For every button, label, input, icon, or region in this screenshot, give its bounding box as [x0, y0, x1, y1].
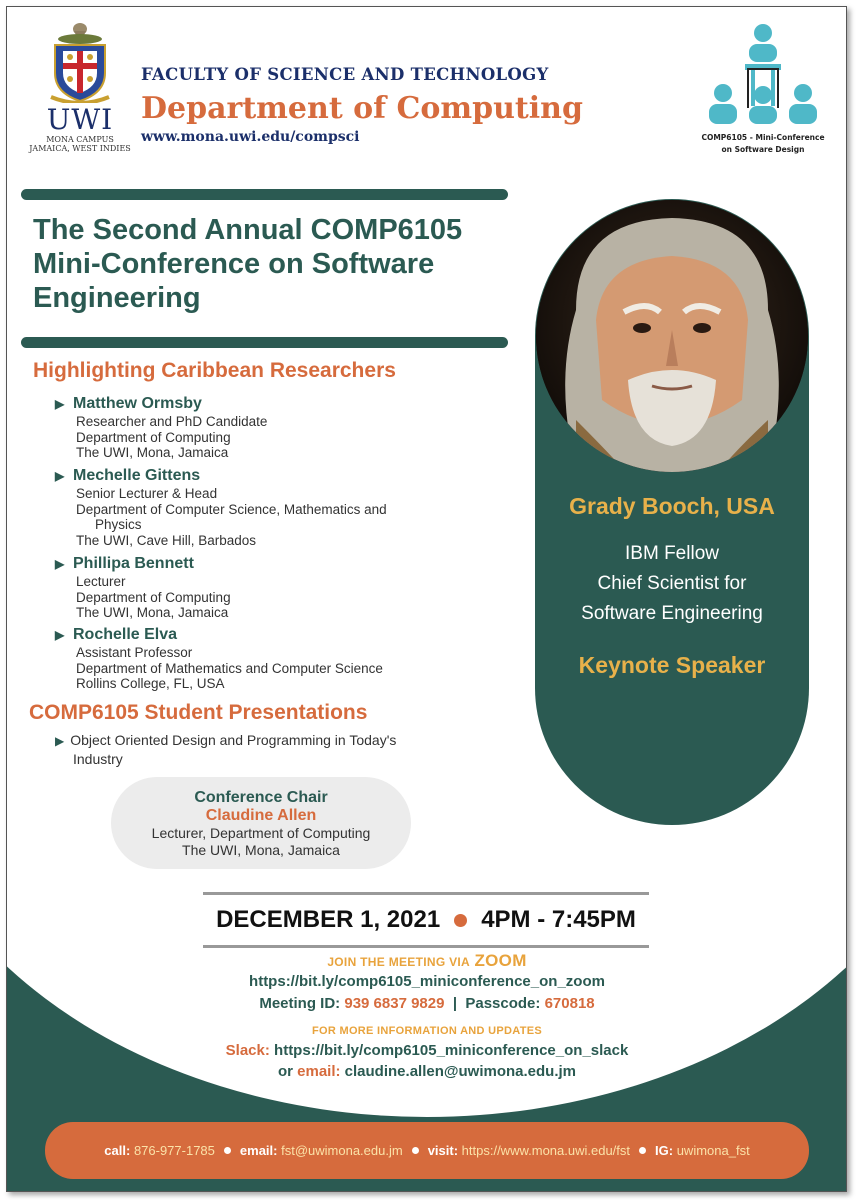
uwi-campus: MONA CAMPUS	[46, 135, 114, 144]
separator-dot-icon	[412, 1147, 419, 1154]
contact-footer	[45, 1122, 809, 1179]
speaker-name: Rochelle Elva	[73, 626, 178, 643]
slack-link[interactable]: https://bit.ly/comp6105_miniconference_on_slack	[274, 1042, 629, 1059]
contact-email[interactable]: claudine.allen@uwimona.edu.jm	[344, 1063, 577, 1080]
bullet-triangle-icon: ▶	[55, 734, 65, 748]
crest-icon	[49, 19, 111, 103]
speaker-detail: Department of Computing	[76, 429, 231, 445]
chair-name: Claudine Allen	[205, 807, 317, 824]
bullet-triangle-icon: ▶	[55, 557, 65, 571]
credentials-divider: |	[452, 995, 458, 1012]
keynote-role-line: IBM Fellow	[625, 543, 719, 564]
event-date: DECEMBER 1, 2021	[216, 906, 441, 933]
title-line: Engineering	[33, 282, 201, 314]
keynote-role-line: Chief Scientist for	[597, 573, 747, 594]
email-line	[107, 1063, 747, 1080]
speaker-item	[55, 625, 475, 692]
uwi-location: JAMAICA, WEST INDIES	[29, 144, 131, 153]
conference-chair-card	[111, 777, 411, 869]
speaker-detail: The UWI, Mona, Jamaica	[76, 445, 229, 460]
slack-label: Slack:	[225, 1042, 270, 1059]
uwi-wordmark: UWI	[46, 103, 114, 136]
speaker-detail: Senior Lecturer & Head	[76, 486, 218, 501]
meeting-credentials	[107, 995, 747, 1012]
bullet-triangle-icon: ▶	[55, 628, 65, 642]
more-info-heading: FOR MORE INFORMATION AND UPDATES	[312, 1025, 542, 1037]
faculty-name: FACULTY OF SCIENCE AND TECHNOLOGY	[141, 65, 549, 84]
footer-website[interactable]: https://www.mona.uwi.edu/fst	[461, 1143, 631, 1158]
join-label: JOIN THE MEETING VIA	[327, 955, 471, 969]
title-line: The Second Annual COMP6105	[33, 214, 463, 246]
speaker-detail: Researcher and PhD Candidate	[76, 414, 268, 429]
separator-dot-icon	[454, 914, 467, 927]
separator-dot-icon	[224, 1147, 231, 1154]
slack-line	[107, 1042, 747, 1059]
presentation-title: Object Oriented Design and Programming in Today's	[70, 732, 397, 748]
email-label: email:	[297, 1063, 341, 1080]
speaker-item	[55, 394, 475, 461]
speaker-detail: Department of Computing	[76, 589, 231, 605]
speaker-detail: Physics	[95, 517, 142, 532]
event-datetime	[203, 892, 649, 948]
speaker-name: Phillipa Bennett	[73, 555, 194, 572]
footer-phone[interactable]: 876-977-1785	[133, 1143, 215, 1158]
title-rule-top	[21, 189, 508, 200]
speaker-name: Mechelle Gittens	[73, 467, 201, 484]
speaker-detail: Rollins College, FL, USA	[76, 676, 225, 691]
keynote-role	[535, 539, 809, 629]
email-or: or	[277, 1063, 293, 1080]
join-heading	[107, 951, 747, 971]
chair-label: Conference Chair	[194, 789, 328, 806]
join-platform: ZOOM	[474, 951, 527, 970]
separator-dot-icon	[639, 1147, 646, 1154]
uwi-logo	[25, 19, 135, 153]
conference-logo-caption-2: on Software Design	[721, 145, 805, 154]
keynote-label: Keynote Speaker	[578, 652, 766, 678]
speaker-name: Matthew Ormsby	[73, 395, 202, 412]
footer-visit-label: visit:	[427, 1143, 459, 1158]
bullet-triangle-icon: ▶	[55, 469, 65, 483]
flyer	[6, 6, 847, 1192]
speaker-detail: Lecturer	[76, 574, 126, 589]
speaker-item	[55, 554, 475, 621]
speaker-detail: Department of Computer Science, Mathematics and	[76, 501, 387, 517]
passcode: 670818	[544, 995, 595, 1012]
event-time: 4PM - 7:45PM	[481, 906, 636, 933]
conference-logo	[693, 21, 833, 155]
keynote-role-line: Software Engineering	[581, 603, 763, 624]
speaker-detail: The UWI, Mona, Jamaica	[76, 605, 229, 620]
footer-email-label: email:	[239, 1143, 278, 1158]
researchers-heading: Highlighting Caribbean Researchers	[33, 359, 396, 382]
conference-logo-caption-1: COMP6105 - Mini-Conference	[701, 133, 825, 142]
chair-affiliation: The UWI, Mona, Jamaica	[182, 842, 340, 858]
speaker-detail: The UWI, Cave Hill, Barbados	[76, 532, 257, 548]
audience-podium-icon	[703, 21, 823, 127]
title-line: Mini-Conference on Software	[33, 248, 435, 280]
title-rule-bottom	[21, 337, 508, 348]
chair-title: Lecturer, Department of Computing	[151, 825, 371, 841]
footer-email[interactable]: fst@uwimona.edu.jm	[281, 1143, 403, 1158]
footer-ig-label: IG:	[655, 1143, 674, 1158]
meeting-id: 939 6837 9829	[344, 995, 445, 1012]
presentation-title-cont: Industry	[73, 751, 123, 767]
department-name: Department of Computing	[141, 91, 583, 126]
bullet-triangle-icon: ▶	[55, 397, 65, 411]
keynote-name: Grady Booch, USA	[569, 493, 775, 519]
footer-instagram[interactable]: uwimona_fst	[676, 1143, 750, 1158]
conference-title	[33, 213, 513, 315]
zoom-link[interactable]: https://bit.ly/comp6105_miniconference_on_zoom	[249, 973, 605, 990]
presentations-heading: COMP6105 Student Presentations	[29, 701, 368, 724]
presentation-item	[55, 731, 475, 768]
meeting-id-label: Meeting ID:	[259, 995, 341, 1012]
speaker-item	[55, 466, 475, 548]
passcode-label: Passcode:	[465, 995, 541, 1012]
footer-call-label: call:	[104, 1143, 131, 1158]
department-url: www.mona.uwi.edu/compsci	[141, 129, 360, 145]
speaker-detail: Department of Mathematics and Computer Science	[76, 660, 383, 676]
speaker-detail: Assistant Professor	[76, 645, 193, 660]
keynote-speaker-photo	[536, 200, 808, 472]
